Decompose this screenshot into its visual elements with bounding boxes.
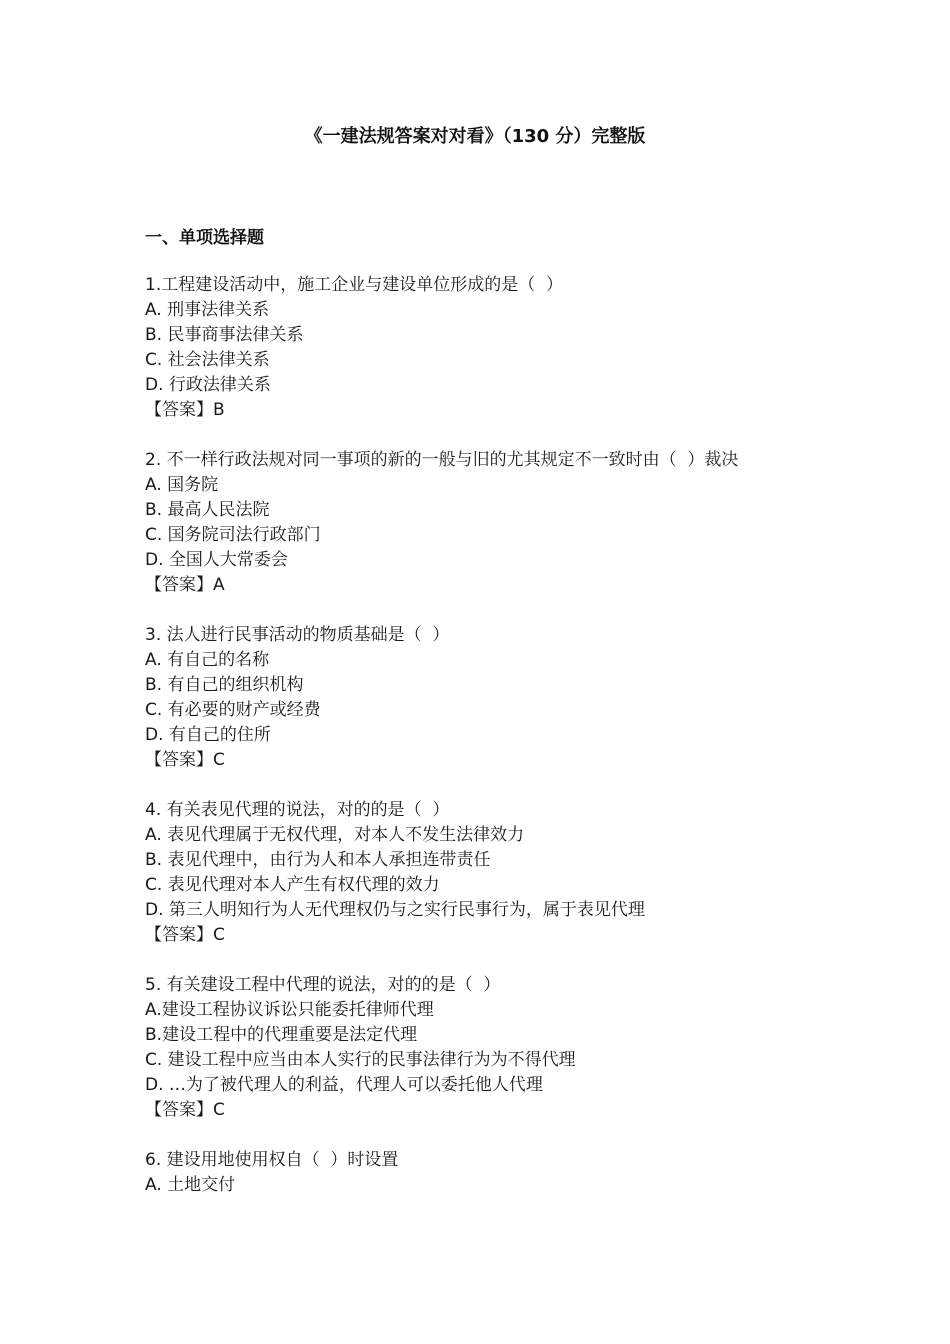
option-a: A. 有自己的名称 — [145, 650, 270, 670]
question-item — [145, 1148, 805, 1198]
option-a: A. 土地交付 — [145, 1175, 236, 1195]
answer-line: 【答案】A — [145, 575, 225, 595]
option-c: C. 有必要的财产或经费 — [145, 700, 321, 720]
answer-line: 【答案】B — [145, 400, 225, 420]
option-d: D. …为了被代理人的利益，代理人可以委托他人代理 — [145, 1075, 543, 1095]
answer-line: 【答案】C — [145, 925, 225, 945]
option-b: B. 民事商事法律关系 — [145, 325, 304, 345]
question-item — [145, 973, 805, 1123]
option-b: B. 表见代理中，由行为人和本人承担连带责任 — [145, 850, 491, 870]
question-text: 1.工程建设活动中，施工企业与建设单位形成的是（ ） — [145, 275, 564, 295]
question-list — [145, 273, 805, 1223]
question-text: 5. 有关建设工程中代理的说法，对的的是（ ） — [145, 975, 501, 995]
option-c: C. 国务院司法行政部门 — [145, 525, 321, 545]
question-item — [145, 623, 805, 773]
question-text: 3. 法人进行民事活动的物质基础是（ ） — [145, 625, 450, 645]
document-title: 《一建法规答案对对看》（130 分）完整版 — [304, 126, 646, 147]
option-b: B. 最高人民法院 — [145, 500, 270, 520]
option-b: B. 有自己的组织机构 — [145, 675, 304, 695]
answer-line: 【答案】C — [145, 1100, 225, 1120]
option-a: A. 国务院 — [145, 475, 219, 495]
option-d: D. 有自己的住所 — [145, 725, 271, 745]
question-text: 4. 有关表见代理的说法，对的的是（ ） — [145, 800, 450, 820]
answer-line: 【答案】C — [145, 750, 225, 770]
option-c: C. 社会法律关系 — [145, 350, 270, 370]
question-item — [145, 448, 805, 598]
option-c: C. 表见代理对本人产生有权代理的效力 — [145, 875, 440, 895]
option-d: D. 全国人大常委会 — [145, 550, 288, 570]
question-text: 2. 不一样行政法规对同一事项的新的一般与旧的尤其规定不一致时由（ ）裁决 — [145, 450, 739, 470]
section-heading: 一、单项选择题 — [145, 228, 264, 248]
option-c: C. 建设工程中应当由本人实行的民事法律行为为不得代理 — [145, 1050, 576, 1070]
question-item — [145, 273, 805, 423]
option-d: D. 第三人明知行为人无代理权仍与之实行民事行为，属于表见代理 — [145, 900, 645, 920]
question-text: 6. 建设用地使用权自（ ）时设置 — [145, 1150, 399, 1170]
option-b: B.建设工程中的代理重要是法定代理 — [145, 1025, 418, 1045]
option-a: A.建设工程协议诉讼只能委托律师代理 — [145, 1000, 434, 1020]
option-a: A. 刑事法律关系 — [145, 300, 270, 320]
option-d: D. 行政法律关系 — [145, 375, 271, 395]
option-a: A. 表见代理属于无权代理，对本人不发生法律效力 — [145, 825, 525, 845]
question-item — [145, 798, 805, 948]
